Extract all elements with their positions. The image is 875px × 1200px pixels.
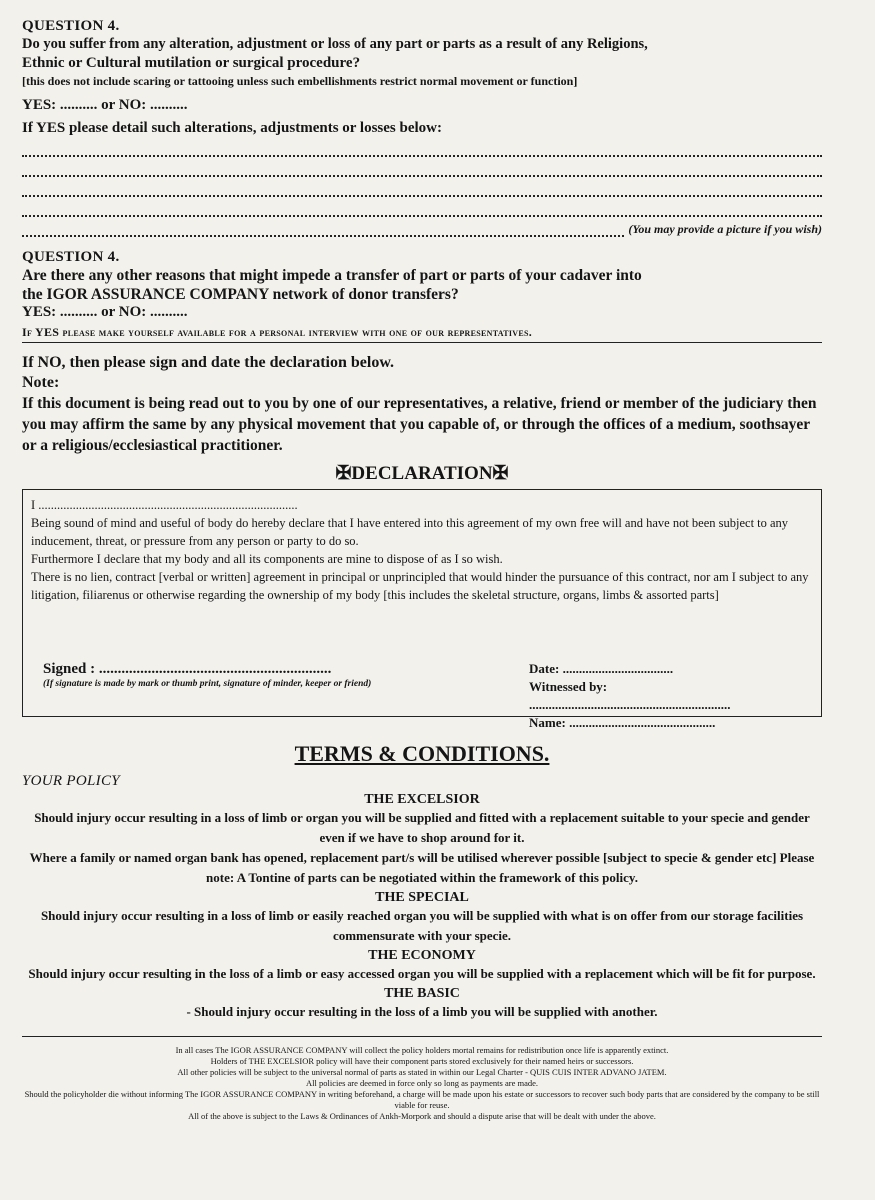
question-4-impediments: [22, 249, 822, 343]
fine-print-line: All other policies will be subject to the universal normal of parts as stated in within our Legal Charter - QUIS CUIS INTER ADVANO JATEM.: [177, 1067, 667, 1077]
policy-economy-name: THE ECONOMY: [368, 948, 476, 963]
signature-block: [43, 660, 513, 690]
declarant-name-line[interactable]: I ...................................................................................: [31, 498, 298, 512]
question-text-line1: Are there any other reasons that might impede a transfer of part or parts of your cadaver into: [22, 267, 642, 284]
note-label: Note:: [22, 374, 60, 391]
yes-no-field[interactable]: YES: .......... or NO: ..........: [22, 97, 188, 113]
policy-excelsior-name: THE EXCELSIOR: [364, 792, 480, 807]
answer-line-3[interactable]: [22, 177, 822, 197]
detail-prompt: If YES please detail such alterations, adjustments or losses below:: [22, 120, 443, 136]
signature-note: (If signature is made by mark or thumb print, signature of minder, keeper or friend): [43, 679, 372, 689]
fine-print-line: In all cases The IGOR ASSURANCE COMPANY will collect the policy holders mortal remains for redistribution once life is apparently extinct.: [175, 1045, 669, 1055]
declaration-paragraph-3: There is no lien, contract [verbal or written] agreement in principal or unprincipled that would hinder the pursuance of this contract, nor am I subject to any litigation, filiarenus or otherwise regarding the ownership of my body [this includes the skeletal structure, organs, limbs & assorted parts]: [31, 570, 809, 602]
fine-print-line: Should the policyholder die without informing The IGOR ASSURANCE COMPANY in writing beforehand, a charge will be made upon his estate or successors to recover such body parts that are considered by the company to be still viable for reuse.: [24, 1089, 820, 1110]
fine-print: [22, 1036, 822, 1122]
note-text: If this document is being read out to you by one of our representatives, a relative, friend or member of the judiciary then you may affirm the same by any physical movement that you capable of, or through the offices of a medium, soothsayer or a religious/ecclesiastical practitioner.: [22, 395, 817, 454]
declaration-box: [22, 489, 822, 730]
date-line[interactable]: Date: ..................................: [529, 661, 674, 676]
policy-special-body: Should injury occur resulting in a loss of limb or easily reached organ you will be supplied with what is on offer from our storage facilities commensurate with your specie.: [40, 908, 804, 943]
terms-title: TERMS & CONDITIONS.: [294, 741, 550, 766]
witness-line[interactable]: ..............................................................: [529, 697, 731, 712]
question-heading: QUESTION 4.: [22, 18, 120, 34]
policy-special-name: THE SPECIAL: [375, 890, 469, 905]
question-heading: QUESTION 4.: [22, 249, 120, 265]
declaration-paragraph-2: Furthermore I declare that my body and all its components are mine to dispose of as I so wish.: [31, 552, 503, 566]
question-note: [this does not include scaring or tattooing unless such embellishments restrict normal movement or function]: [22, 74, 578, 88]
declaration-title: ✠DECLARATION✠: [335, 463, 509, 484]
answer-line-2[interactable]: [22, 157, 822, 177]
question-text-line1: Do you suffer from any alteration, adjustment or loss of any part or parts as a result of any Religions,: [22, 36, 648, 52]
yes-no-field[interactable]: YES: .......... or NO: ..........: [22, 304, 188, 320]
witness-name-line[interactable]: Name: .............................................: [529, 715, 716, 730]
answer-line-1[interactable]: [22, 137, 822, 157]
question-4-alterations: [22, 18, 822, 237]
question-text-line2: Ethnic or Cultural mutilation or surgical procedure?: [22, 55, 361, 71]
fine-print-line: All policies are deemed in force only so long as payments are made.: [305, 1078, 539, 1088]
fine-print-line: Holders of THE EXCELSIOR policy will have their component parts stored exclusively for their named heirs or successors.: [210, 1056, 634, 1066]
picture-hint: (You may provide a picture if you wish): [628, 222, 822, 236]
policy-excelsior-body-2: Where a family or named organ bank has opened, replacement part/s will be utilised wherever possible [subject to specie & gender etc] Please note: A Tontine of parts can be negotiated within the framework of this policy.: [29, 850, 815, 885]
signature-line[interactable]: Signed : ..............................................................: [43, 661, 332, 677]
witness-block: [529, 660, 809, 732]
your-policy-label: YOUR POLICY: [22, 773, 120, 789]
instructions: [22, 353, 822, 456]
witnessed-by-label: Witnessed by:: [529, 679, 608, 694]
insurance-form-page: [22, 18, 822, 1122]
declaration-paragraph-1: Being sound of mind and useful of body do hereby declare that I have entered into this agreement of my own free will and have not been subject to any inducement, threat, or pressure from any person or party to do so.: [31, 516, 789, 548]
if-no-instruction: If NO, then please sign and date the declaration below.: [22, 354, 395, 371]
answer-line-5-row: [22, 217, 822, 237]
policy-excelsior-body: Should injury occur resulting in a loss of limb or organ you will be supplied and fitted with a replacement suitable to your specie and gender even if we have to shop around for it.: [34, 810, 810, 845]
answer-line-4[interactable]: [22, 197, 822, 217]
if-yes-interview-note: If YES please make yourself available for a personal interview with one of our representatives.: [22, 325, 822, 343]
policy-basic-name: THE BASIC: [384, 986, 460, 1001]
fine-print-line: All of the above is subject to the Laws & Ordinances of Ankh-Morpork and should a dispute arise that will be dealt with under the above.: [188, 1111, 656, 1121]
policy-economy-body: Should injury occur resulting in the loss of a limb or easy accessed organ you will be supplied with a replacement which will be fit for purpose.: [28, 966, 816, 981]
policy-basic-body: - Should injury occur resulting in the loss of a limb you will be supplied with another.: [186, 1004, 658, 1019]
question-text-line2: the IGOR ASSURANCE COMPANY network of donor transfers?: [22, 286, 459, 303]
answer-line-5[interactable]: [22, 221, 624, 237]
